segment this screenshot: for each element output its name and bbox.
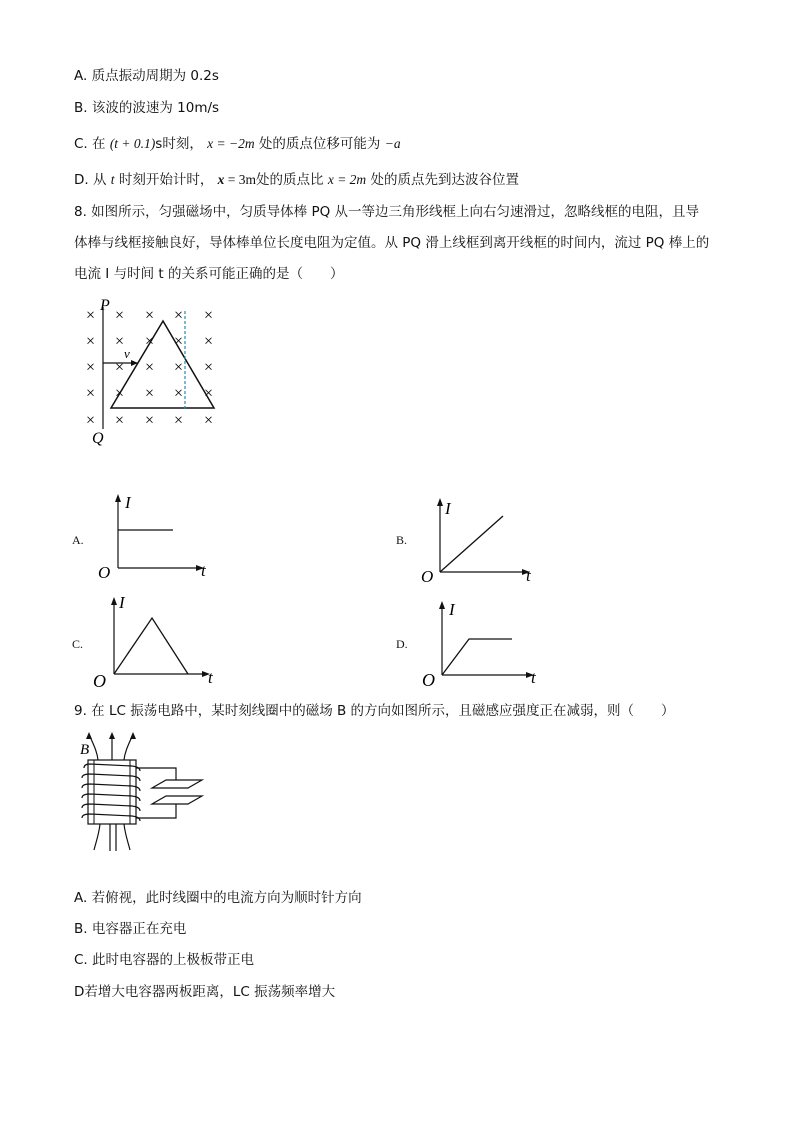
triangle-frame — [111, 321, 214, 408]
field-cross: × — [145, 385, 155, 402]
q7-option-d-mid2: 处的质点比 — [256, 172, 324, 188]
y-axis-arrow — [111, 597, 117, 605]
q9-lc-circuit-figure — [70, 730, 215, 855]
field-arrow-left — [86, 732, 92, 739]
current-curve — [440, 516, 503, 572]
field-cross: × — [86, 307, 96, 324]
q8-option-b-label: B. — [396, 533, 408, 547]
q8-option-c-label: C. — [72, 637, 84, 651]
field-arrow-right — [130, 732, 136, 739]
q8-graph-b — [418, 490, 543, 585]
q7-option-d-eq: = — [224, 172, 239, 187]
current-curve — [114, 618, 188, 674]
field-arrow-center — [109, 732, 115, 739]
x-label: t — [526, 566, 531, 585]
field-cross: × — [204, 359, 214, 376]
q8-option-d-label: D. — [396, 637, 408, 651]
q9-option-c: C. 此时电容器的上极板带正电 — [74, 952, 255, 968]
q9-option-b: B. 电容器正在充电 — [74, 921, 187, 937]
q7-option-d-post: 处的质点先到达波谷位置 — [370, 172, 519, 188]
q8-option-a-label: A. — [72, 533, 84, 547]
label-q: Q — [92, 430, 104, 447]
field-cross: × — [204, 385, 214, 402]
field-cross: × — [174, 385, 184, 402]
origin-label: O — [422, 670, 435, 690]
y-axis-arrow — [115, 494, 121, 502]
q8-stem-line3: 电流 I 与时间 t 的关系可能正确的是（ ） — [74, 266, 344, 282]
q7-option-c-pre: C. 在 — [74, 136, 106, 152]
q9-stem: 9. 在 LC 振荡电路中，某时刻线圈中的磁场 B 的方向如图所示，且磁感应强度正在减弱，则（ ） — [74, 703, 675, 719]
q8-graph-d — [418, 595, 548, 690]
magnetic-field-crosses — [86, 307, 213, 429]
field-cross: × — [115, 412, 125, 429]
field-cross: × — [145, 333, 155, 350]
q7-option-d — [74, 170, 519, 190]
coil-windings — [82, 764, 140, 821]
q7-option-c-val: −a — [384, 136, 401, 151]
label-p: P — [100, 297, 110, 314]
field-cross: × — [174, 359, 184, 376]
wire-bottom — [136, 804, 176, 818]
x-label: t — [208, 668, 213, 687]
origin-label: O — [98, 563, 111, 582]
field-cross: × — [145, 359, 155, 376]
q7-option-d-x1: x — [217, 172, 225, 187]
q7-option-c-expr: (t + 0.1) — [109, 136, 156, 151]
y-axis-arrow — [437, 498, 443, 506]
label-b: B — [80, 742, 90, 758]
q8-stem-line1: 8. 如图所示，匀强磁场中，匀质导体棒 PQ 从一等边三角形线框上向右匀速滑过，忽略线框的电阻，且导 — [74, 204, 700, 220]
field-cross: × — [204, 307, 214, 324]
current-curve — [442, 639, 512, 675]
field-cross: × — [174, 333, 184, 350]
field-cross: × — [86, 333, 96, 350]
y-label: I — [449, 600, 455, 619]
x-label: t — [531, 668, 536, 687]
q7-option-c-x: x = −2m — [207, 136, 255, 151]
wire-top — [136, 768, 176, 780]
q8-stem-line2: 体棒与线框接触良好，导体棒单位长度电阻为定值。从 PQ 滑上线框到离开线框的时间内，流过 PQ 棒上的 — [74, 235, 710, 251]
q8-figure — [80, 295, 230, 450]
y-label: I — [119, 593, 125, 612]
y-axis-arrow — [439, 601, 445, 609]
field-cross: × — [86, 385, 96, 402]
q9-option-a: A. 若俯视，此时线圈中的电流方向为顺时针方向 — [74, 890, 362, 906]
q7-option-d-pre: D. 从 — [74, 172, 111, 188]
field-line-left-bottom — [94, 824, 100, 850]
origin-label: O — [93, 671, 106, 690]
field-cross: × — [145, 412, 155, 429]
q8-graph-c — [90, 590, 225, 690]
q9-option-d: D若增大电容器两板距离，LC 振荡频率增大 — [74, 984, 336, 1000]
q7-option-d-mid1: 时刻开始计时， — [118, 172, 214, 188]
field-cross: × — [115, 385, 125, 402]
field-cross: × — [115, 307, 125, 324]
field-cross: × — [115, 333, 125, 350]
field-cross: × — [204, 333, 214, 350]
field-line-right-bottom — [124, 824, 130, 850]
origin-label: O — [421, 567, 434, 585]
field-cross: × — [86, 412, 96, 429]
capacitor-lower-plate — [152, 796, 202, 804]
field-cross: × — [145, 307, 155, 324]
q7-option-c-mid: s时刻， — [155, 136, 203, 152]
q7-option-a: A. 质点振动周期为 0.2s — [74, 68, 219, 84]
y-label: I — [445, 499, 451, 518]
label-v: v — [124, 346, 130, 361]
field-cross: × — [86, 359, 96, 376]
q7-option-c — [74, 134, 401, 154]
q7-option-d-x2: x = 2m — [327, 172, 367, 187]
q7-option-b: B. 该波的波速为 10m/s — [74, 100, 220, 116]
field-cross: × — [174, 412, 184, 429]
q7-option-d-t: t — [110, 172, 115, 187]
field-cross: × — [174, 307, 184, 324]
field-cross: × — [115, 359, 125, 376]
x-label: t — [201, 561, 206, 580]
y-label: I — [125, 493, 131, 512]
q7-option-d-v1: 3m — [238, 172, 257, 187]
q8-graph-a — [95, 490, 215, 585]
q7-option-c-post: 处的质点位移可能为 — [258, 136, 381, 152]
field-cross: × — [204, 412, 214, 429]
capacitor-upper-plate — [152, 780, 202, 788]
